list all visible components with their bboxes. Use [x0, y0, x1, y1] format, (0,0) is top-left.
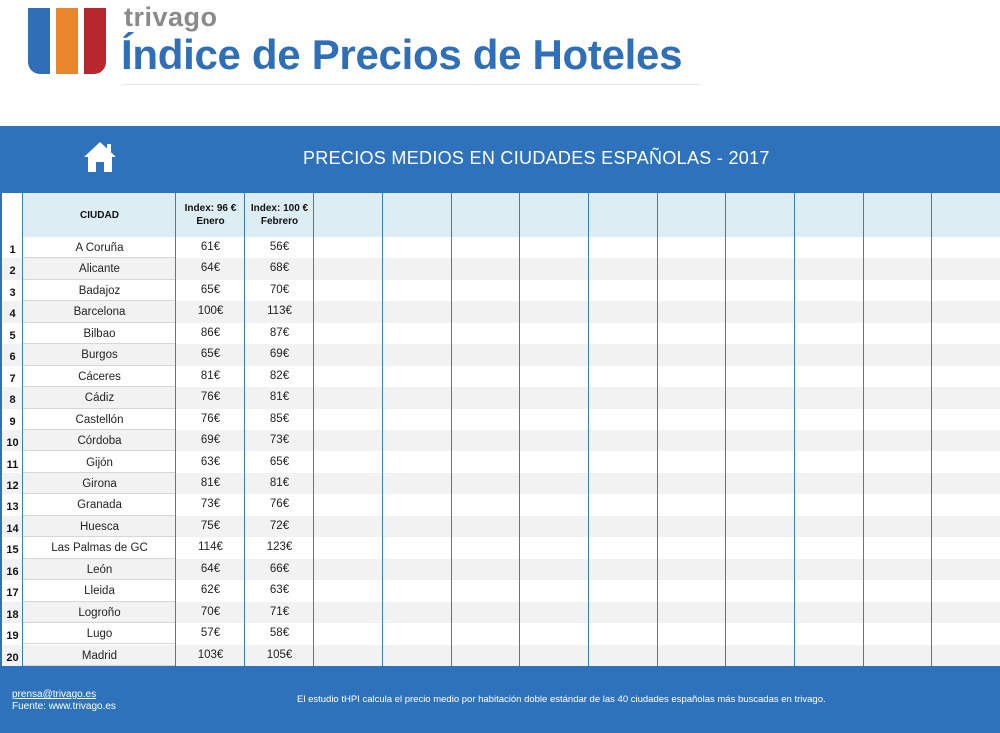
- price-january: 65€: [200, 348, 221, 361]
- price-february: 58€: [269, 627, 290, 640]
- column-line: [313, 193, 314, 666]
- column-header-february-month: Febrero: [260, 216, 299, 227]
- city-name: Girona: [82, 477, 117, 490]
- price-january: 69€: [200, 434, 221, 447]
- city-name: Huesca: [80, 520, 119, 533]
- table-row: [2, 237, 1000, 258]
- city-name: Alicante: [79, 263, 120, 276]
- home-icon[interactable]: [83, 141, 117, 173]
- table-row: [2, 366, 1000, 387]
- city-name: Cáceres: [78, 370, 121, 383]
- price-february: 105€: [266, 648, 293, 661]
- column-line: [244, 193, 245, 666]
- row-number: 11: [6, 458, 19, 471]
- price-february: 81€: [269, 476, 290, 489]
- price-table: [2, 193, 1000, 666]
- column-header-january: [176, 193, 245, 237]
- column-line: [588, 193, 589, 666]
- price-january: 73€: [200, 498, 221, 511]
- price-january: 114€: [198, 541, 223, 554]
- price-january: 63€: [200, 455, 221, 468]
- column-header-city: [23, 193, 176, 237]
- row-number: 4: [9, 308, 16, 321]
- price-february: 70€: [269, 283, 290, 296]
- price-february: 63€: [269, 584, 290, 597]
- price-january: 75€: [200, 519, 221, 532]
- source-text: Fuente: www.trivago.es: [12, 701, 116, 712]
- column-line: [725, 193, 726, 666]
- column-line: [451, 193, 452, 666]
- price-february: 69€: [269, 348, 290, 361]
- price-february: 68€: [269, 262, 290, 275]
- price-january: 103€: [197, 648, 224, 661]
- table-row: [2, 473, 1000, 494]
- table-row: [2, 516, 1000, 537]
- city-name: Burgos: [81, 349, 118, 362]
- price-february: 113€: [267, 305, 292, 318]
- row-number: 7: [9, 372, 16, 385]
- price-february: 87€: [269, 326, 290, 339]
- price-february: 71€: [269, 605, 290, 618]
- city-name: Gijón: [86, 456, 113, 469]
- logo-bar-blue: [28, 8, 50, 74]
- row-number: 19: [6, 630, 19, 643]
- banner-title: PRECIOS MEDIOS EN CIUDADES ESPAÑOLAS - 2017: [303, 148, 770, 168]
- table-row: [2, 323, 1000, 344]
- table-row: [2, 280, 1000, 301]
- price-january: 70€: [200, 605, 221, 618]
- title-divider: [121, 84, 701, 85]
- row-number: 13: [6, 501, 19, 514]
- row-number: 10: [6, 437, 19, 450]
- column-line: [657, 193, 658, 666]
- column-header-february: [245, 193, 314, 237]
- column-header-january-month: Enero: [196, 216, 225, 227]
- price-february: 65€: [269, 455, 290, 468]
- logo-bar-orange: [56, 8, 78, 74]
- city-name: Bilbao: [83, 327, 116, 340]
- row-number: 5: [9, 329, 16, 342]
- price-january: 81€: [200, 476, 221, 489]
- price-january: 57€: [200, 627, 221, 640]
- city-name: Cádiz: [84, 392, 115, 405]
- price-january: 76€: [200, 412, 221, 425]
- row-number: 9: [9, 415, 16, 428]
- price-february: 56€: [269, 241, 290, 253]
- column-header-city-label: CIUDAD: [80, 209, 119, 221]
- row-number: 8: [9, 394, 16, 407]
- row-number: 1: [9, 244, 16, 256]
- price-january: 76€: [200, 391, 221, 404]
- table-row: [2, 258, 1000, 279]
- row-number: 20: [6, 651, 19, 664]
- city-name: Córdoba: [77, 435, 122, 448]
- city-name: León: [86, 563, 113, 576]
- column-line: [931, 193, 932, 666]
- city-name: Lleida: [84, 585, 115, 598]
- column-header-january-index: Index: 96 €: [184, 203, 237, 214]
- column-line: [175, 193, 176, 666]
- column-line: [863, 193, 864, 666]
- price-january: 65€: [200, 283, 221, 296]
- price-february: 123€: [266, 541, 293, 554]
- price-february: 72€: [269, 519, 290, 532]
- row-number: 2: [9, 265, 16, 278]
- row-number: 6: [9, 351, 16, 364]
- price-february: 76€: [269, 498, 290, 511]
- row-number: 18: [6, 608, 19, 621]
- city-name: Granada: [77, 499, 122, 512]
- trivago-logo: [28, 8, 106, 74]
- price-february: 73€: [269, 434, 290, 447]
- column-line: [22, 193, 23, 666]
- table-row: [2, 580, 1000, 601]
- city-name: Barcelona: [73, 306, 126, 319]
- row-number: 17: [6, 587, 19, 600]
- row-number: 15: [6, 544, 19, 557]
- price-january: 64€: [200, 262, 221, 275]
- table-row: [2, 301, 1000, 322]
- table-row: [2, 387, 1000, 408]
- price-february: 85€: [269, 412, 290, 425]
- row-number: 16: [6, 565, 19, 578]
- table-row: [2, 494, 1000, 515]
- price-february: 82€: [269, 369, 290, 382]
- price-february: 81€: [269, 391, 290, 404]
- city-name: Lugo: [86, 628, 113, 641]
- table-row: [2, 430, 1000, 451]
- brand-name: trivago: [124, 2, 218, 32]
- price-january: 100€: [197, 305, 224, 318]
- column-header-february-index: Index: 100 €: [250, 203, 309, 214]
- price-january: 86€: [200, 326, 221, 339]
- column-line: [382, 193, 383, 666]
- table-row: [2, 623, 1000, 644]
- price-january: 61€: [200, 241, 221, 253]
- price-february: 66€: [269, 562, 290, 575]
- table-row: [2, 645, 1000, 666]
- city-name: Madrid: [81, 649, 118, 662]
- row-number: 12: [6, 479, 19, 492]
- price-january: 81€: [200, 369, 221, 382]
- table-row: [2, 409, 1000, 430]
- city-name: Castellón: [75, 413, 124, 426]
- city-name: Badajoz: [78, 284, 121, 297]
- table-row: [2, 537, 1000, 558]
- table-row: [2, 602, 1000, 623]
- press-email-link[interactable]: prensa@trivago.es: [12, 689, 97, 700]
- page-title: Índice de Precios de Hoteles: [121, 31, 683, 78]
- price-january: 62€: [200, 584, 221, 597]
- row-number: 14: [6, 522, 19, 535]
- city-name: Logroño: [78, 606, 121, 619]
- city-name: Las Palmas de GC: [51, 542, 148, 555]
- column-line: [794, 193, 795, 666]
- row-divider: [23, 665, 176, 666]
- city-name: A Coruña: [75, 242, 124, 254]
- row-number: 3: [9, 286, 16, 299]
- table-row: [2, 452, 1000, 473]
- logo-bar-red: [84, 8, 106, 74]
- methodology-note: El estudio tHPI calcula el precio medio por habitación doble estándar de las 40 ciudades españolas más buscadas en trivago.: [297, 694, 826, 705]
- table-row: [2, 559, 1000, 580]
- column-line: [519, 193, 520, 666]
- table-row: [2, 344, 1000, 365]
- price-january: 64€: [200, 562, 221, 575]
